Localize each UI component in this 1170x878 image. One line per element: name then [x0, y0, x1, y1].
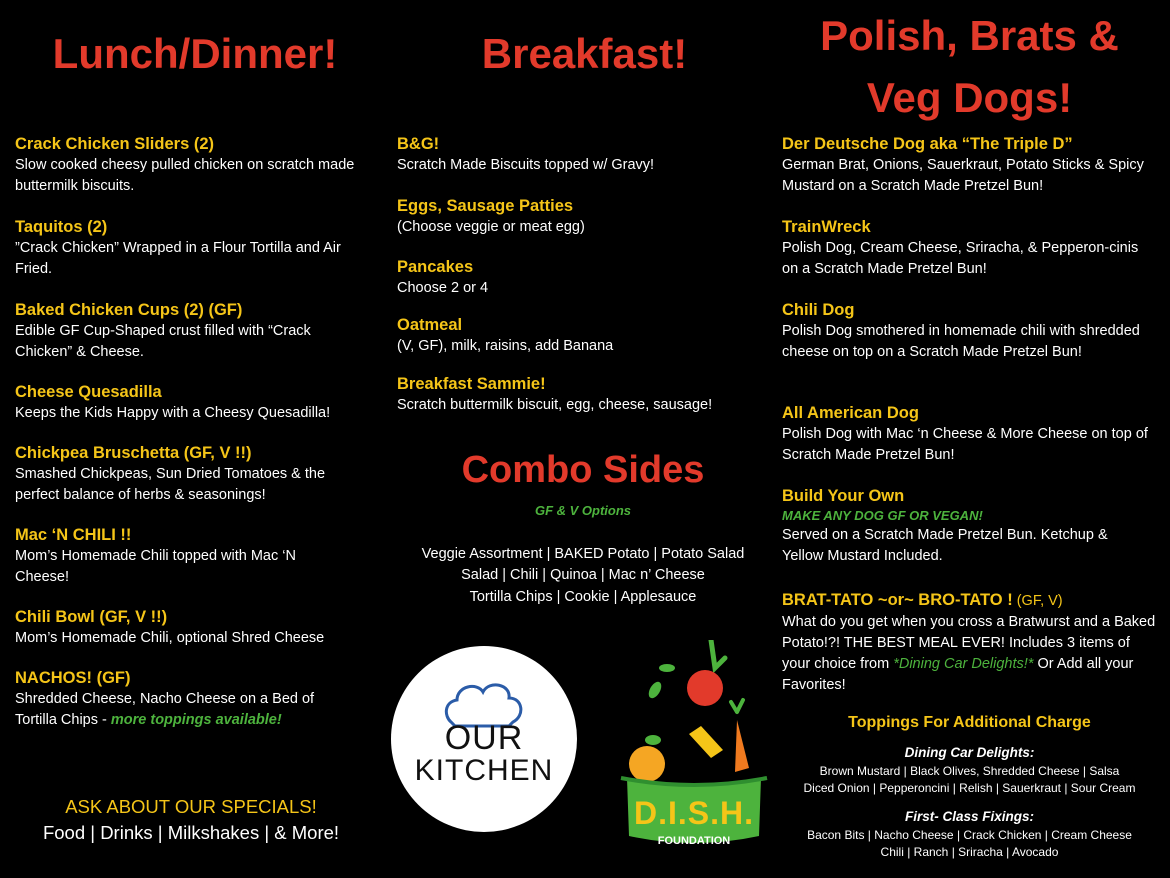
item-title: TrainWreck — [782, 218, 871, 236]
menu-item-baked-chicken-cups — [15, 300, 360, 363]
item-title: Breakfast Sammie! — [397, 375, 546, 393]
item-desc: Slow cooked cheesy pulled chicken on scratch made buttermilk biscuits. — [15, 157, 355, 194]
item-title: Eggs, Sausage Patties — [397, 197, 574, 215]
item-title: Mac ‘N CHILI !! — [15, 526, 132, 544]
our-kitchen-logo-text-kitchen: KITCHEN — [414, 754, 554, 787]
menu-item-mac-n-chili — [15, 525, 350, 588]
menu-item-nachos — [15, 668, 345, 731]
item-title: Build Your Own — [782, 487, 905, 505]
item-title: Chili Dog — [782, 301, 855, 319]
item-desc: (Choose veggie or meat egg) — [397, 219, 585, 235]
item-title: Oatmeal — [397, 316, 463, 334]
item-desc — [782, 612, 1162, 696]
menu-item-pancakes — [397, 257, 767, 299]
item-title: Der Deutsche Dog aka “The Triple D” — [782, 135, 1073, 153]
brat-tato-desc-1: What do you get when you cross a Bratwurst and a Baked Potato!?! THE BEST MEAL EVER! Includes 3 items of your choice from — [782, 614, 1156, 672]
item-desc: Scratch Made Biscuits topped w/ Gravy! — [397, 157, 655, 173]
nachos-more-toppings: more toppings available! — [110, 712, 282, 728]
menu-item-chickpea-bruschetta — [15, 443, 370, 506]
combo-sides-heading: Combo Sides — [461, 449, 705, 491]
menu-item-crack-chicken-sliders — [15, 134, 375, 197]
item-title: NACHOS! (GF) — [15, 669, 131, 687]
item-title: All American Dog — [782, 404, 919, 422]
item-title: Chili Bowl (GF, V !!) — [15, 608, 168, 626]
specials-text: Food | Drinks | Milkshakes | & More! — [42, 822, 340, 843]
menu-item-breakfast-sammie — [397, 374, 767, 416]
item-title: Baked Chicken Cups (2) (GF) — [15, 301, 243, 319]
item-title: B&G! — [397, 135, 440, 153]
item-desc: Scratch buttermilk biscuit, egg, cheese, sausage! — [397, 397, 713, 413]
menu-item-chili-bowl — [15, 607, 385, 649]
item-desc: Mom’s Homemade Chili topped with Mac ‘N Cheese! — [15, 548, 296, 585]
item-desc: Polish Dog with Mac ‘n Cheese & More Cheese on top of Scratch Made Pretzel Bun! — [782, 426, 1148, 463]
item-title: Chickpea Bruschetta (GF, V !!) — [15, 444, 252, 462]
item-desc: German Brat, Onions, Sauerkraut, Potato Sticks & Spicy Mustard on a Scratch Made Pretzel Bun! — [782, 157, 1144, 194]
item-desc: Keeps the Kids Happy with a Cheesy Quesadilla! — [15, 405, 331, 421]
menu-item-cheese-quesadilla — [15, 382, 385, 424]
nachos-desc-text: Shredded Cheese, Nacho Cheese on a Bed of Tortilla Chips - — [15, 691, 315, 728]
combo-sides-line-1: Veggie Assortment | BAKED Potato | Potato Salad — [421, 546, 745, 562]
item-title: Taquitos (2) — [15, 218, 108, 236]
item-title — [782, 590, 1162, 612]
menu-item-build-your-own — [782, 486, 1152, 567]
item-title: Cheese Quesadilla — [15, 383, 162, 401]
menu-item-eggs-sausage — [397, 196, 767, 238]
combo-sides-line-2: Salad | Chili | Quinoa | Mac n’ Cheese — [461, 567, 705, 583]
menu-item-brat-tato — [782, 590, 1162, 696]
item-desc: ”Crack Chicken” Wrapped in a Flour Tortilla and Air Fried. — [15, 240, 341, 277]
dish-foundation-logo — [619, 640, 769, 858]
our-kitchen-logo-text-our: OUR — [444, 719, 524, 757]
brat-tato-title: BRAT-TATO ~or~ BRO-TATO ! — [782, 591, 1013, 609]
combo-sides-line-3: Tortilla Chips | Cookie | Applesauce — [469, 589, 697, 605]
specials-title: ASK ABOUT OUR SPECIALS! — [65, 796, 317, 817]
menu-item-taquitos — [15, 217, 355, 280]
toppings-heading: Toppings For Additional Charge — [848, 714, 1091, 731]
item-desc: Choose 2 or 4 — [397, 280, 489, 296]
menu-item-trainwreck — [782, 217, 1147, 280]
dish-logo-text: D.I.S.H. — [633, 795, 754, 831]
dogs-heading-line-2: Veg Dogs! — [866, 74, 1073, 121]
item-desc: Served on a Scratch Made Pretzel Bun. Ketchup & Yellow Mustard Included. — [782, 527, 1108, 564]
item-desc: Smashed Chickpeas, Sun Dried Tomatoes & the perfect balance of herbs & seasonings! — [15, 466, 326, 503]
our-kitchen-logo — [389, 644, 579, 834]
combo-sides-subheading: GF & V Options — [534, 503, 632, 518]
item-title: Crack Chicken Sliders (2) — [15, 135, 214, 153]
item-desc: Mom’s Homemade Chili, optional Shred Cheese — [15, 630, 325, 646]
brat-tato-tag: (GF, V) — [1012, 593, 1063, 609]
build-your-own-note: MAKE ANY DOG GF OR VEGAN! — [782, 508, 983, 523]
dining-car-delights-line-1: Brown Mustard | Black Olives, Shredded Cheese | Salsa — [819, 764, 1120, 778]
item-desc: Edible GF Cup-Shaped crust filled with “Crack Chicken” & Cheese. — [15, 323, 311, 360]
dogs-heading-line-1: Polish, Brats & — [820, 12, 1119, 59]
item-desc: (V, GF), milk, raisins, add Banana — [397, 338, 614, 354]
item-desc — [15, 689, 345, 731]
first-class-fixings-line-2: Chili | Ranch | Sriracha | Avocado — [880, 845, 1059, 859]
first-class-fixings-line-1: Bacon Bits | Nacho Cheese | Crack Chicken | Cream Cheese — [807, 828, 1132, 842]
dining-car-delights-heading: Dining Car Delights: — [904, 745, 1035, 760]
dining-car-delights-line-2: Diced Onion | Pepperoncini | Relish | Sauerkraut | Sour Cream — [803, 781, 1136, 795]
dining-car-delights-link: *Dining Car Delights!* — [893, 656, 1034, 672]
item-title: Pancakes — [397, 258, 474, 276]
menu-item-oatmeal — [397, 315, 767, 357]
menu-item-b-and-g — [397, 134, 767, 176]
first-class-fixings-heading: First- Class Fixings: — [904, 809, 1035, 824]
breakfast-heading: Breakfast! — [481, 30, 688, 77]
brat-tato-desc-2: Or Add all your Favorites! — [782, 656, 1134, 693]
menu-item-der-deutsche-dog — [782, 134, 1157, 197]
item-desc: Polish Dog, Cream Cheese, Sriracha, & Pepperon-cinis on a Scratch Made Pretzel Bun! — [782, 240, 1139, 277]
menu-item-chili-dog — [782, 300, 1162, 363]
dish-foundation-text: FOUNDATION — [657, 835, 731, 847]
menu-item-all-american-dog — [782, 403, 1162, 466]
lunch-dinner-heading: Lunch/Dinner! — [52, 30, 338, 77]
item-desc: Polish Dog smothered in homemade chili with shredded cheese on top on a Scratch Made Pretzel Bun! — [782, 323, 1140, 360]
